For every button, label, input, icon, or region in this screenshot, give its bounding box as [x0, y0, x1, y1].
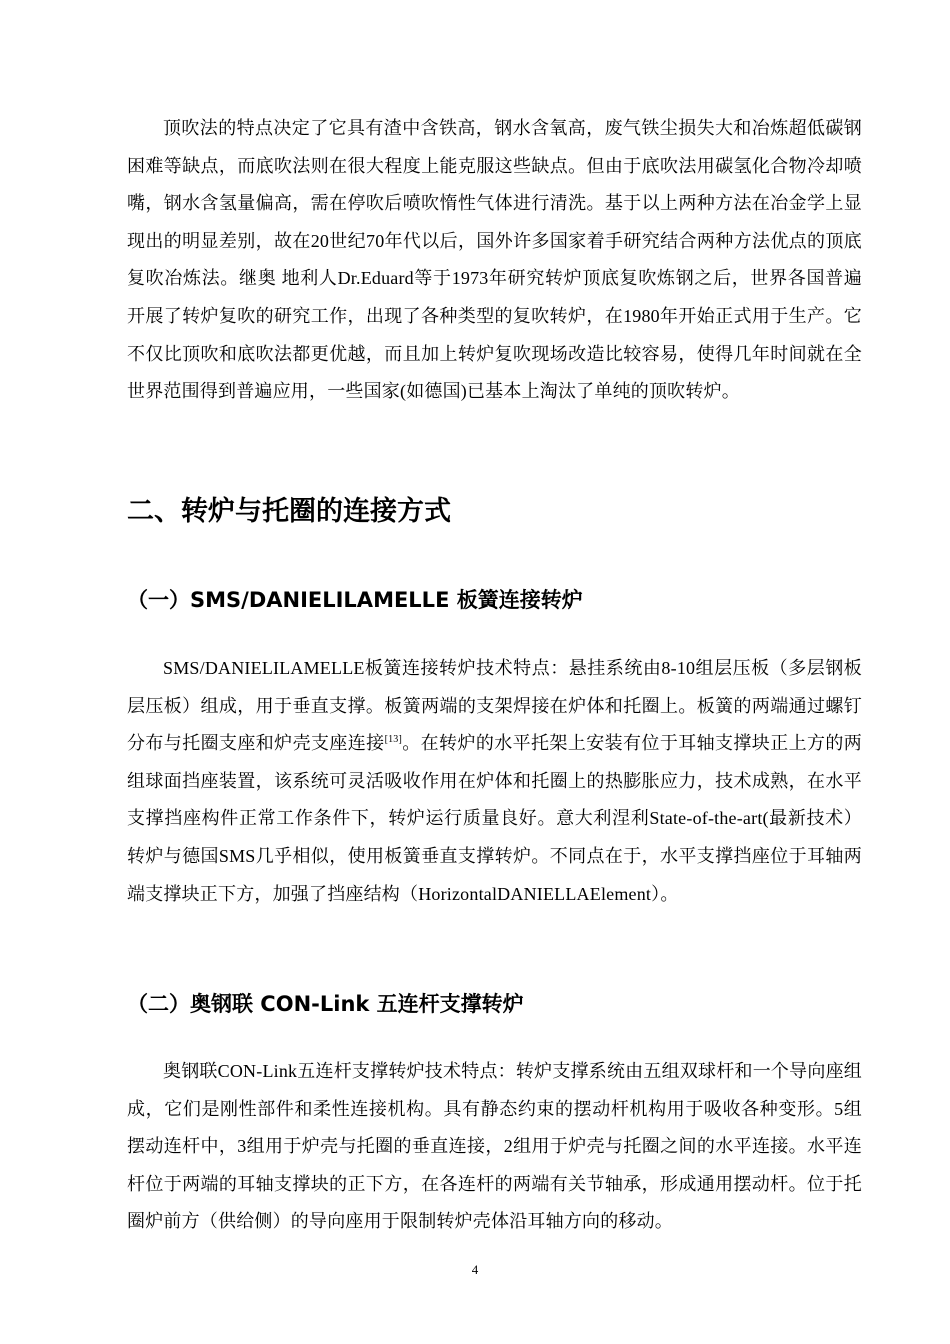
- page-number: 4: [471, 1262, 479, 1277]
- paragraph-con-link: 奥钢联CON-Link五连杆支撑转炉技术特点：转炉支撑系统由五组双球杆和一个导向座组成，它们是刚性部件和柔性连接机构。具有静态约束的摆动杆机构用于吸收各种变形。5组摆动连杆中，3组用于炉壳与托圈的垂直连接，2组用于炉壳与托圈之间的水平连接。水平连杆位于两端的耳轴支撑块的正下方，在各连杆的两端有关节轴承，形成通用摆动杆。位于托圈炉前方（供给侧）的导向座用于限制转炉壳体沿耳轴方向的移动。: [127, 1061, 862, 1232]
- citation-13: [13]: [384, 734, 403, 746]
- paragraph-top-bottom-blowing: 顶吹法的特点决定了它具有渣中含铁高，钢水含氧高，废气铁尘损失大和冶炼超低碳钢困难等缺点，而底吹法则在很大程度上能克服这些缺点。但由于底吹法用碳氢化合物冷却喷嘴，钢水含氢量偏高，需在停吹后喷吹惰性气体进行清洗。基于以上两种方法在冶金学上显现出的明显差别，故在20世纪70年代以后，国外许多国家着手研究结合两种方法优点的顶底复吹冶炼法。继奥 地利人Dr.Eduard等于1973年研究转炉顶底复吹炼钢之后，世界各国普遍开展了转炉复吹的研究工作，出现了各种类型的复吹转炉，在1980年开始正式用于生产。它不仅比顶吹和底吹法都更优越，而且加上转炉复吹现场改造比较容易，使得几年时间就在全世界范围得到普遍应用，一些国家(如德国)已基本上淘汰了单纯的顶吹转炉。: [127, 118, 862, 402]
- subsection-heading-con-link: （二）奥钢联 CON-Link 五连杆支撑转炉: [127, 992, 524, 1016]
- subsection-heading-sms: （一）SMS/DANIELILAMELLE 板簧连接转炉: [127, 588, 583, 612]
- paragraph-sms-lamelle: [127, 650, 862, 913]
- paragraph-sms-text-1: SMS/DANIELILAMELLE板簧连接转炉技术特点：悬挂系统由8-10组层压板（多层钢板层压板）组成，用于垂直支撑。板簧两端的支架焊接在炉体和托圈上。板簧的两端通过螺钉分布与托圈支座和炉壳支座连接: [127, 658, 862, 754]
- section-heading: 二、转炉与托圈的连接方式: [127, 496, 451, 527]
- paragraph-sms-text-2: 。在转炉的水平托架上安装有位于耳轴支撑块正上方的两组球面挡座装置，该系统可灵活吸收作用在炉体和托圈上的热膨胀应力，技术成熟，在水平支撑挡座构件正常工作条件下，转炉运行质量良好。意大利涅利State-of-the-art(最新技术）转炉与德国SMS几乎相似，使用板簧垂直支撑转炉。不同点在于，水平支撑挡座位于耳轴两端支撑块正下方，加强了挡座结构（HorizontalDANIELLAElement）。: [127, 733, 862, 904]
